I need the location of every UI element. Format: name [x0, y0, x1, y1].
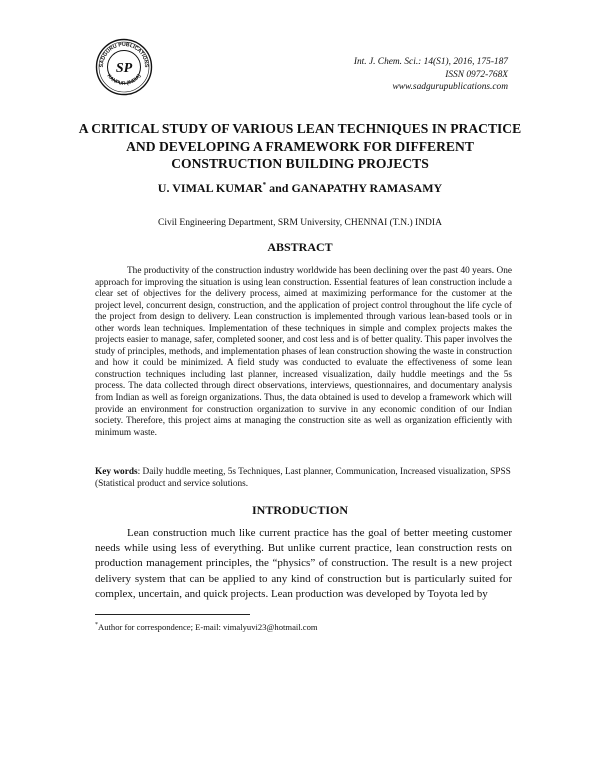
publisher-logo [95, 38, 153, 96]
journal-website[interactable]: www.sadgurupublications.com [392, 82, 508, 92]
abstract-text: The productivity of the construction industry worldwide has been declining over the past 40 years. One approach for improving the situation is using lean construction. Essential features of lean construction include a clear set of objectives for the delivery process, aimed at maximizing performance for the customer at the project level, concurrent design, construction, and the application of project control throughout the life cycle of the project from design to delivery. Lean construction is implemented through various lean-based tools or in other words lean techniques. Implementation of these techniques in simple and complex projects makes the projects easier to manage, safer, completed sooner, and cost less and is of better quality. This paper involves the study of principles, methods, and implementation phases of lean construction showing the waste in construction and how it could be minimized. A field study was conducted to evaluate the effectiveness of some lean construction techniques including last planner, increased visualization, daily huddle meetings and the 5s process. The data collected through direct observations, interviews, questionnaires, and documentary analysis from Indian as well as foreign organizations. Thus, the data obtained is used to develop a framework which will provide an environment for construction organization to survive in any economic condition of our Indian society. Therefore, this project aims at managing the construction site as well as organization efficiently with minimum waste. [95, 266, 512, 438]
author-1: U. VIMAL KUMAR [157, 181, 263, 195]
footnote-text: Author for correspondence; E-mail: vimalyuvi23@hotmail.com [98, 622, 318, 632]
footnote [95, 622, 318, 632]
keywords-label: Key words [95, 467, 138, 477]
logo-ring-text-bottom: KANPUR (INDIA) [105, 73, 143, 87]
affiliation: Civil Engineering Department, SRM University, CHENNAI (T.N.) INDIA [158, 218, 442, 228]
journal-citation: Int. J. Chem. Sci.: 14(S1), 2016, 175-187 [353, 57, 508, 67]
introduction-text: Lean construction much like current practice has the goal of better meeting customer needs while using less of everything. But unlike current practice, lean construction rests on production management principles, the “physics” of construction. The result is a new project delivery system that can be applied to any kind of construction but is particularly suited for complex, uncertain, and quick projects. Lean production was developed by Toyota led by [95, 527, 512, 600]
keywords-text: : Daily huddle meeting, 5s Techniques, Last planner, Communication, Increased visualization, SPSS (Statistical product and service solutions. [95, 467, 511, 489]
author-2: GANAPATHY RAMASAMY [291, 181, 443, 195]
journal-issn: ISSN 0972-768X [445, 69, 508, 80]
keywords [95, 466, 512, 490]
footnote-mark: * [95, 622, 98, 629]
logo-ring-text-top: SADGURU PUBLICATIONS [98, 41, 150, 68]
logo-monogram: SP [115, 61, 133, 76]
abstract-heading: ABSTRACT [267, 240, 333, 254]
footnote-divider [95, 614, 250, 615]
introduction-heading: INTRODUCTION [251, 503, 348, 517]
journal-info [354, 56, 508, 94]
author-line [70, 181, 530, 196]
paper-title: A CRITICAL STUDY OF VARIOUS LEAN TECHNIQUES IN PRACTICE AND DEVELOPING A FRAMEWORK FOR DIFFERENT CONSTRUCTION BUILDING PROJECTS [78, 121, 522, 171]
author-joiner: and [266, 181, 292, 195]
corresponding-author-mark: * [262, 181, 267, 189]
